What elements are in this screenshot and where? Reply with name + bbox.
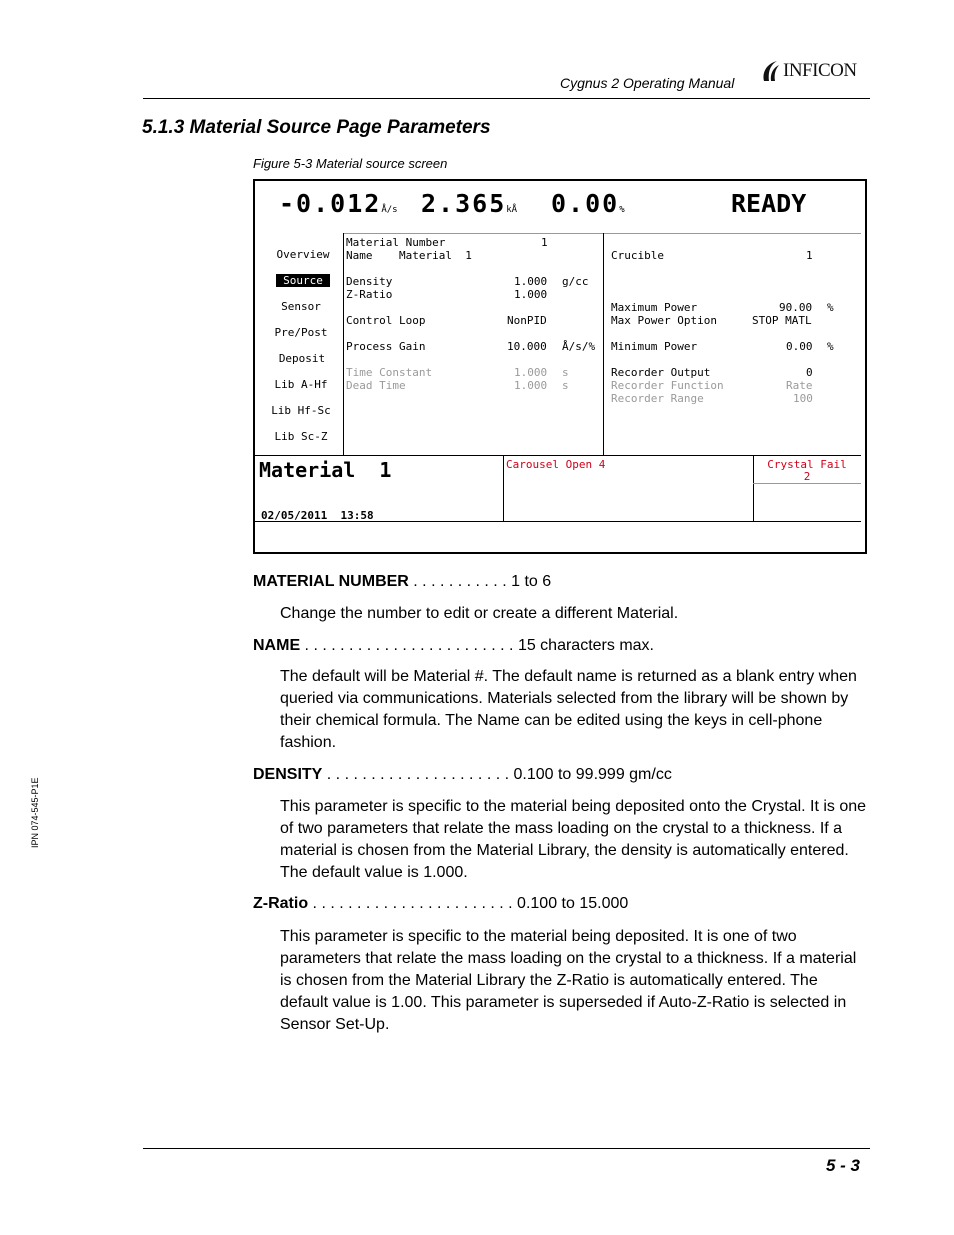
param-range: 0.100 to 99.999 gm/cc [513,766,672,783]
param-min-power-value[interactable]: 0.00 [786,340,813,353]
param-heading-density [253,766,672,784]
param-description-name: The default will be Material #. The default name is returned as a blank entry when queried via communications. Materials selected from the library will be shown by their chemical formula. The Name can be edited using the keys in cell-phone fashion. [280,668,857,751]
param-zratio-label[interactable]: Z-Ratio [346,288,393,301]
param-description-density: This parameter is specific to the material being deposited onto the Crystal. It is one of two parameters that relate the mass loading on the crystal to a thickness. If a material is chosen from the Material Library, the density is automatically entered. The default value is 1.000. [280,798,867,881]
current-material-name: Material 1 [259,458,392,482]
param-dead-time-unit: s [562,379,569,392]
nav-sensor[interactable]: Sensor [281,300,321,313]
header-rule [143,98,870,99]
inficon-swoosh-icon [760,59,780,83]
param-range: 15 characters max. [517,637,654,654]
divider [343,233,344,456]
nav-overview[interactable]: Overview [276,248,330,261]
param-control-loop-label[interactable]: Control Loop [346,314,426,327]
power-value: 0.00 [551,189,620,218]
nav-lib-sc-z[interactable]: Lib Sc-Z [274,430,328,443]
page-number: 5 - 3 [826,1156,861,1175]
param-description-zratio: This parameter is specific to the material being deposited. It is one of two parameters that relate the mass loading on the crystal to a thickness. If a material is chosen from the Material Library the Z-Ratio is automatically entered. The default value is 1.00. This parameter is superseded if Auto-Z-Ratio is selected in Sensor Set-Up. [280,928,857,1033]
nav-deposit[interactable]: Deposit [278,352,326,365]
param-dead-time-label: Dead Time [346,379,406,392]
param-process-gain-unit: Å/s/% [562,340,596,353]
param-range: 0.100 to 15.000 [517,895,629,912]
footer-rule [143,1148,870,1149]
company-logo [760,58,857,84]
alarm-crystal-fail: Crystal Fail [767,458,847,471]
param-min-power-unit: % [827,340,834,353]
status-ready: READY [731,189,807,218]
param-heading-zratio [253,895,628,913]
param-recorder-function-label: Recorder Function [611,379,724,392]
divider [753,483,861,484]
alarm-carousel-open: Carousel Open 4 [506,458,606,471]
leader-dots: . . . . . . . . . . . [408,573,512,590]
param-recorder-range-value: 100 [793,392,813,405]
power-readout [551,189,625,218]
material-source-screen [253,179,867,554]
figure-caption: Figure 5-3 Material source screen [253,156,448,171]
param-name: MATERIAL NUMBER [253,573,409,590]
rate-value: -0.012 [279,189,382,218]
param-material-number-value[interactable]: 1 [541,236,548,249]
param-crucible-value[interactable]: 1 [806,249,813,262]
param-dead-time-value: 1.000 [514,379,548,392]
alarm-crystal-fail-number: 2 [803,470,811,483]
leader-dots: . . . . . . . . . . . . . . . . . . . . . [322,766,514,783]
thickness-unit: kÅ [506,205,518,215]
section-title: 5.1.3 Material Source Page Parameters [142,117,491,138]
param-recorder-output-value[interactable]: 0 [806,366,813,379]
param-max-power-unit: % [827,301,834,314]
param-control-loop-value[interactable]: NonPID [507,314,547,327]
leader-dots: . . . . . . . . . . . . . . . . . . . . . . . . [300,637,518,654]
param-time-constant-unit: s [562,366,569,379]
param-time-constant-label: Time Constant [346,366,433,379]
param-process-gain-value[interactable]: 10.000 [507,340,547,353]
param-description-material-number: Change the number to edit or create a different Material. [280,605,679,622]
param-process-gain-label[interactable]: Process Gain [346,340,426,353]
nav-prepost[interactable]: Pre/Post [274,326,328,339]
manual-title: Cygnus 2 Operating Manual [560,75,735,91]
param-min-power-label[interactable]: Minimum Power [611,340,698,353]
thickness-value: 2.365 [421,189,507,218]
power-unit: % [619,205,625,215]
divider [503,455,504,521]
param-max-power-value[interactable]: 90.00 [779,301,813,314]
date-time: 02/05/2011 13:58 [261,509,374,522]
rate-unit: Å/s [381,205,398,215]
leader-dots: . . . . . . . . . . . . . . . . . . . . . . . [308,895,518,912]
param-density-unit: g/cc [562,275,589,288]
param-zratio-value[interactable]: 1.000 [514,288,548,301]
param-name[interactable]: Name Material 1 [346,249,472,262]
nav-lib-a-hf[interactable]: Lib A-Hf [274,378,328,391]
param-material-number-label[interactable]: Material Number [346,236,446,249]
param-name: NAME [253,637,301,654]
logo-text: INFICON [783,60,857,81]
param-range: 1 to 6 [511,573,552,590]
divider [343,233,861,234]
nav-lib-hf-sc[interactable]: Lib Hf-Sc [271,404,331,417]
readout-row [279,189,398,218]
param-max-power-label[interactable]: Maximum Power [611,301,698,314]
nav-source[interactable]: Source [276,274,330,287]
param-density-value[interactable]: 1.000 [514,275,548,288]
document-part-number: IPN 074-545-P1E [30,777,40,848]
param-heading-name [253,637,654,655]
param-crucible-label[interactable]: Crucible [611,249,664,262]
param-max-power-option-label[interactable]: Max Power Option [611,314,717,327]
param-recorder-function-value: Rate [786,379,813,392]
divider [255,455,861,456]
param-name: DENSITY [253,766,323,783]
param-name: Z-Ratio [253,895,309,912]
param-time-constant-value: 1.000 [514,366,548,379]
thickness-readout [421,189,517,218]
param-recorder-range-label: Recorder Range [611,392,704,405]
param-heading-material-number [253,573,551,591]
divider [603,233,604,456]
param-max-power-option-value[interactable]: STOP MATL [752,314,812,327]
param-density-label[interactable]: Density [346,275,393,288]
param-recorder-output-label[interactable]: Recorder Output [611,366,711,379]
